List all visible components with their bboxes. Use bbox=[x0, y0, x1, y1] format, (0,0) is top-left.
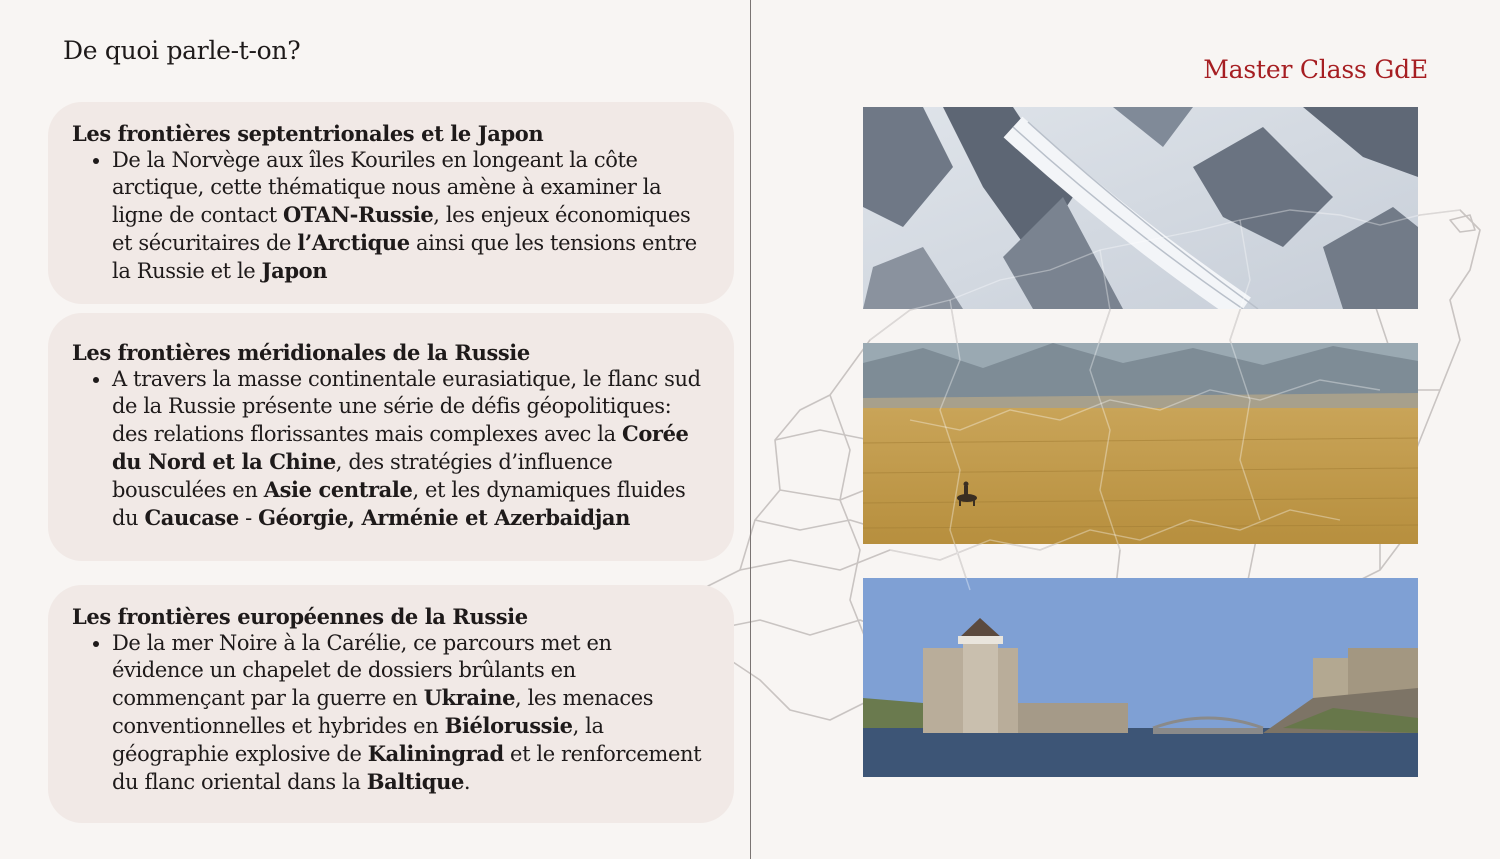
text-run: De la Norvège aux îles Kouriles en longeant la côte arctique, cette thématique nous amène à examiner la ligne de contact bbox=[112, 148, 662, 227]
bold-term: Japon bbox=[261, 258, 328, 283]
section-bullet bbox=[112, 630, 704, 796]
text-run: , les enjeux économiques et sécuritaires de bbox=[112, 203, 691, 255]
text-run: De la mer Noire à la Carélie, ce parcours met en évidence un chapelet de dossiers brûlants en commençant par la guerre en bbox=[112, 631, 612, 710]
text-run: et le renforcement du flanc oriental dans la bbox=[112, 742, 702, 794]
section-card-southern bbox=[48, 313, 734, 561]
section-bullet bbox=[112, 147, 704, 285]
photo-snowy-mountains bbox=[863, 107, 1418, 309]
photo-steppe-rider bbox=[863, 343, 1418, 544]
text-run: , et les dynamiques fluides du bbox=[112, 478, 686, 530]
section-card-european bbox=[48, 585, 734, 823]
section-heading: Les frontières méridionales de la Russie bbox=[72, 340, 530, 365]
bold-term: OTAN-Russie bbox=[283, 202, 434, 227]
photo-narva-castles bbox=[863, 578, 1418, 777]
text-run: , la géographie explosive de bbox=[112, 714, 604, 766]
bold-term: Asie centrale bbox=[263, 477, 413, 502]
bold-term: l’Arctique bbox=[297, 230, 410, 255]
section-bullet bbox=[112, 366, 704, 532]
section-heading: Les frontières européennes de la Russie bbox=[72, 604, 528, 629]
bold-term: Corée du Nord et la Chine bbox=[112, 421, 689, 474]
text-run: , les menaces conventionnelles et hybrides en bbox=[112, 686, 654, 738]
bold-term: Géorgie, Arménie et Azerbaidjan bbox=[258, 505, 630, 530]
text-run: , des stratégies d’influence bousculées en bbox=[112, 450, 613, 502]
bold-term: Biélorussie bbox=[444, 713, 573, 738]
section-card-northern bbox=[48, 102, 734, 304]
page-title: De quoi parle-t-on? bbox=[63, 36, 301, 65]
bold-term: Kaliningrad bbox=[367, 741, 504, 766]
brand-label: Master Class GdE bbox=[1203, 55, 1428, 84]
bold-term: Caucase bbox=[144, 505, 239, 530]
text-run: - bbox=[238, 506, 259, 530]
bold-term: Ukraine bbox=[423, 685, 516, 710]
section-heading: Les frontières septentrionales et le Japon bbox=[72, 121, 544, 146]
vertical-divider bbox=[750, 0, 751, 859]
text-run: A travers la masse continentale eurasiatique, le flanc sud de la Russie présente une série de défis géopolitiques: des relations florissantes mais complexes avec la bbox=[112, 367, 701, 446]
text-run: . bbox=[463, 770, 471, 794]
text-run: ainsi que les tensions entre la Russie et le bbox=[112, 231, 697, 283]
bold-term: Baltique bbox=[366, 769, 464, 794]
